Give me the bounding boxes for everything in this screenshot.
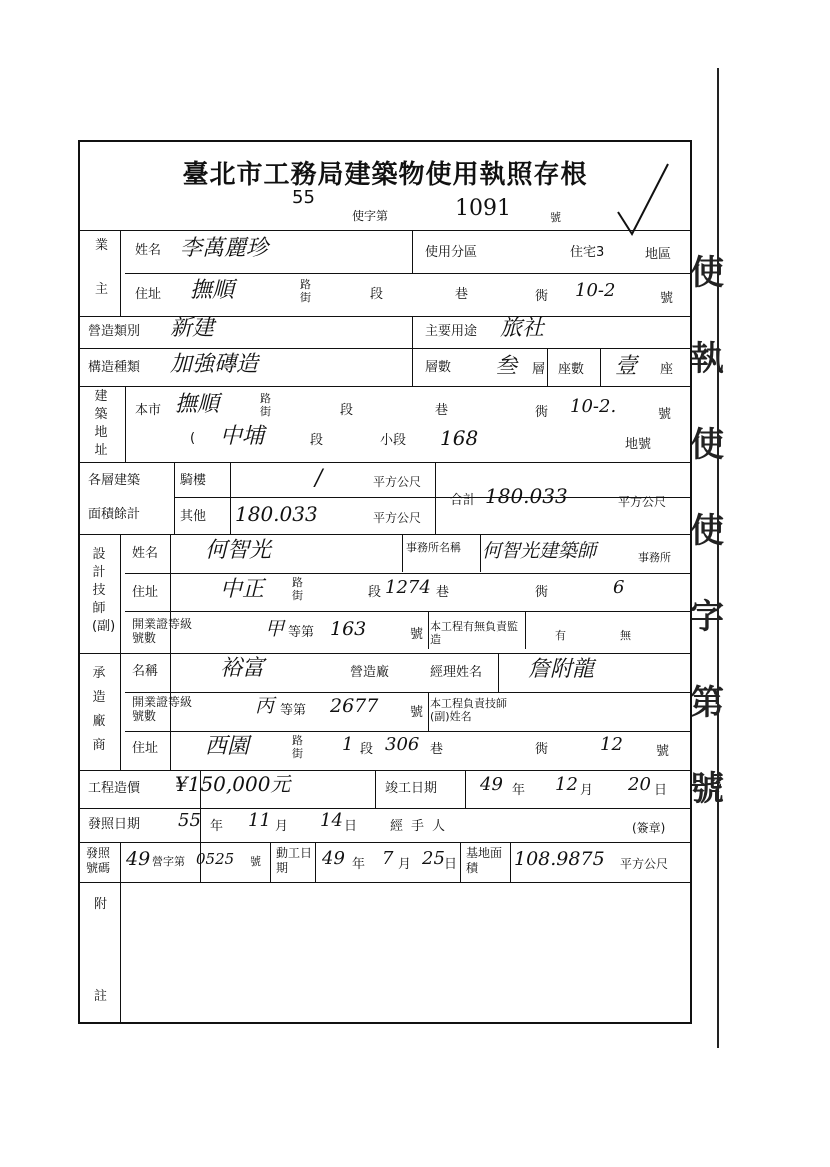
- designer-addr-label: 住址: [132, 585, 159, 600]
- margin-stamp-text: 使 執 使 使 字 第 號: [690, 253, 724, 809]
- contractor-duan: 段: [360, 742, 374, 757]
- site-lot: 168: [440, 426, 479, 450]
- base-value: 108.9875: [514, 848, 605, 870]
- designer-lane-value: 1274: [385, 577, 431, 598]
- permit-label: 發照號碼: [86, 846, 111, 875]
- designer-license-grade: 甲: [265, 618, 285, 640]
- designer-supervise-wu: 無: [620, 629, 631, 642]
- owner-hao: 號: [660, 291, 674, 306]
- start-day: 25: [422, 848, 445, 869]
- designer-hao: 號: [410, 627, 424, 642]
- start-month-unit: 月: [398, 857, 412, 872]
- issue-day: 14: [320, 810, 343, 831]
- designer-office-suffix: 事務所: [638, 551, 671, 564]
- owner-name-label: 姓名: [135, 243, 162, 258]
- contractor-road-street: 路 街: [292, 734, 303, 760]
- contractor-section-label: 承造廠商: [92, 666, 106, 753]
- serial-number: 1091: [455, 196, 511, 221]
- area-label-2: 面積餘計: [88, 507, 141, 522]
- sign-label: (簽章): [632, 821, 666, 835]
- area-qilou-value: /: [315, 466, 323, 491]
- designer-duan: 段: [368, 585, 382, 600]
- contractor-license-label: 開業證等級號數: [132, 695, 193, 723]
- serial-label: 使字第: [352, 209, 389, 223]
- area-total-unit: 平方公尺: [618, 495, 667, 509]
- owner-road-street: 路 街: [300, 278, 311, 304]
- issue-year: 55: [178, 810, 201, 831]
- site-city: 本市: [135, 403, 162, 418]
- structure-label: 構造種類: [88, 360, 141, 375]
- build-type-label: 營造類別: [88, 324, 141, 339]
- designer-name: 何智光: [205, 538, 272, 563]
- contractor-name-label: 名稱: [132, 664, 159, 679]
- done-year-unit: 年: [512, 783, 526, 798]
- owner-name: 李萬麗珍: [180, 236, 269, 261]
- contractor-addr-label: 住址: [132, 741, 159, 756]
- designer-num: 6: [613, 577, 625, 598]
- form-title: 臺北市工務局建築物使用執照存根: [182, 160, 588, 190]
- zone-suffix: 地區: [645, 247, 672, 262]
- designer-license-label: 開業證等級號數: [132, 617, 193, 645]
- seats-label: 座數: [558, 362, 585, 377]
- start-label: 動工日期: [276, 846, 313, 875]
- site-duan2: 段: [310, 433, 324, 448]
- build-type-value: 新建: [170, 316, 215, 341]
- area-other-label: 其他: [180, 509, 207, 524]
- site-xiaoduan: 小段: [380, 433, 407, 448]
- site-dihao: 地號: [625, 437, 652, 452]
- designer-license-num: 163: [330, 618, 367, 640]
- owner-section-2: 主: [95, 282, 109, 297]
- contractor-duan-num: 1: [342, 734, 354, 755]
- area-other-unit: 平方公尺: [373, 511, 422, 525]
- owner-duan: 段: [370, 287, 384, 302]
- contractor-xiang: 巷: [430, 742, 444, 757]
- contractor-lane: 306: [385, 734, 420, 755]
- done-month: 12: [555, 774, 578, 795]
- floors-value: 叁: [495, 354, 518, 379]
- designer-license-mid: 等第: [288, 625, 315, 640]
- contractor-manager: 詹附龍: [528, 657, 595, 682]
- designer-road-street: 路 街: [292, 576, 303, 602]
- owner-xiang: 巷: [455, 287, 469, 302]
- issue-label: 發照日期: [88, 817, 141, 832]
- contractor-manager-label: 經理姓名: [430, 665, 483, 680]
- area-label-1: 各層建築: [88, 473, 141, 488]
- zone-value: 住宅3: [570, 245, 605, 260]
- site-section-label: 建築地址: [94, 389, 108, 458]
- permit-mid: 營字第: [152, 855, 185, 868]
- site-xiang: 巷: [435, 403, 449, 418]
- issue-month: 11: [248, 810, 271, 831]
- use-value: 旅社: [500, 316, 545, 341]
- floors-unit: 層: [532, 362, 546, 377]
- area-qilou-unit: 平方公尺: [373, 475, 422, 489]
- contractor-license-grade: 丙: [255, 695, 275, 717]
- designer-section-label: 設計技師(副): [92, 547, 116, 634]
- contractor-tech-label: 本工程負責技師(副)姓名: [430, 697, 507, 723]
- contractor-hao2: 號: [656, 744, 670, 759]
- issue-day-unit: 日: [344, 819, 358, 834]
- area-qilou-label: 騎樓: [180, 473, 207, 488]
- base-unit: 平方公尺: [620, 857, 669, 871]
- structure-value: 加強磚造: [170, 352, 259, 377]
- floors-label: 層數: [425, 360, 452, 375]
- remarks-label-2: 註: [94, 989, 108, 1004]
- designer-nong: 衖: [535, 585, 549, 600]
- done-day-unit: 日: [654, 783, 668, 798]
- permit-hao: 號: [250, 855, 261, 868]
- done-month-unit: 月: [580, 783, 594, 798]
- serial-prefix: 55: [292, 187, 315, 208]
- contractor-num: 12: [600, 734, 623, 755]
- start-year-unit: 年: [352, 857, 366, 872]
- site-road-value: 撫順: [175, 392, 220, 417]
- owner-address-label: 住址: [135, 287, 162, 302]
- designer-name-label: 姓名: [132, 546, 159, 561]
- owner-nong: 衖: [535, 289, 549, 304]
- start-day-unit: 日: [444, 857, 458, 872]
- designer-office-value: 何智光建築師: [482, 540, 597, 562]
- done-label: 竣工日期: [385, 781, 438, 796]
- use-label: 主要用途: [425, 324, 478, 339]
- start-year: 49: [322, 848, 345, 869]
- site-number: 10-2.: [570, 396, 617, 417]
- designer-supervise-label: 本工程有無負責監造: [430, 620, 518, 646]
- permit-num: 0525: [196, 850, 235, 868]
- site-district: 中埔: [220, 424, 265, 449]
- area-total-value: 180.033: [485, 484, 568, 508]
- cost-value: ¥150,000元: [175, 772, 291, 796]
- area-total-label: 合計: [450, 493, 477, 508]
- permit-form: [78, 140, 692, 1024]
- designer-supervise-you: 有: [555, 629, 566, 642]
- permit-value: 49: [126, 848, 151, 870]
- done-day: 20: [628, 774, 651, 795]
- site-hao: 號: [658, 407, 672, 422]
- seats-unit: 座: [660, 362, 674, 377]
- serial-suffix: 號: [550, 211, 561, 224]
- owner-number: 10-2: [575, 280, 616, 301]
- cost-label: 工程造價: [88, 781, 141, 796]
- remarks-label-1: 附: [94, 897, 108, 912]
- designer-xiang: 巷: [436, 585, 450, 600]
- issue-year-unit: 年: [210, 819, 224, 834]
- contractor-nong: 衖: [535, 742, 549, 757]
- done-year: 49: [480, 774, 503, 795]
- seats-value: 壹: [615, 354, 638, 379]
- contractor-hao: 號: [410, 705, 424, 720]
- owner-address-road: 撫順: [190, 278, 235, 303]
- site-duan: 段: [340, 403, 354, 418]
- contractor-name: 裕富: [220, 656, 265, 681]
- site-nong: 衖: [535, 405, 549, 420]
- base-label: 基地面積: [466, 846, 503, 875]
- contractor-license-mid: 等第: [280, 703, 307, 718]
- contractor-addr-value: 西園: [205, 734, 250, 759]
- area-other-value: 180.033: [235, 502, 318, 526]
- site-road-street: 路 街: [260, 392, 271, 418]
- handler-label: 經手人: [390, 819, 454, 834]
- contractor-license-num: 2677: [330, 695, 379, 717]
- contractor-factory: 營造廠: [350, 665, 390, 680]
- issue-month-unit: 月: [275, 819, 289, 834]
- start-month: 7: [382, 848, 394, 869]
- designer-office-label: 事務所名稱: [406, 541, 461, 554]
- site-paren: (: [190, 431, 196, 446]
- designer-addr-value: 中正: [220, 577, 265, 602]
- zone-label: 使用分區: [425, 245, 478, 260]
- owner-section-1: 業: [95, 238, 109, 253]
